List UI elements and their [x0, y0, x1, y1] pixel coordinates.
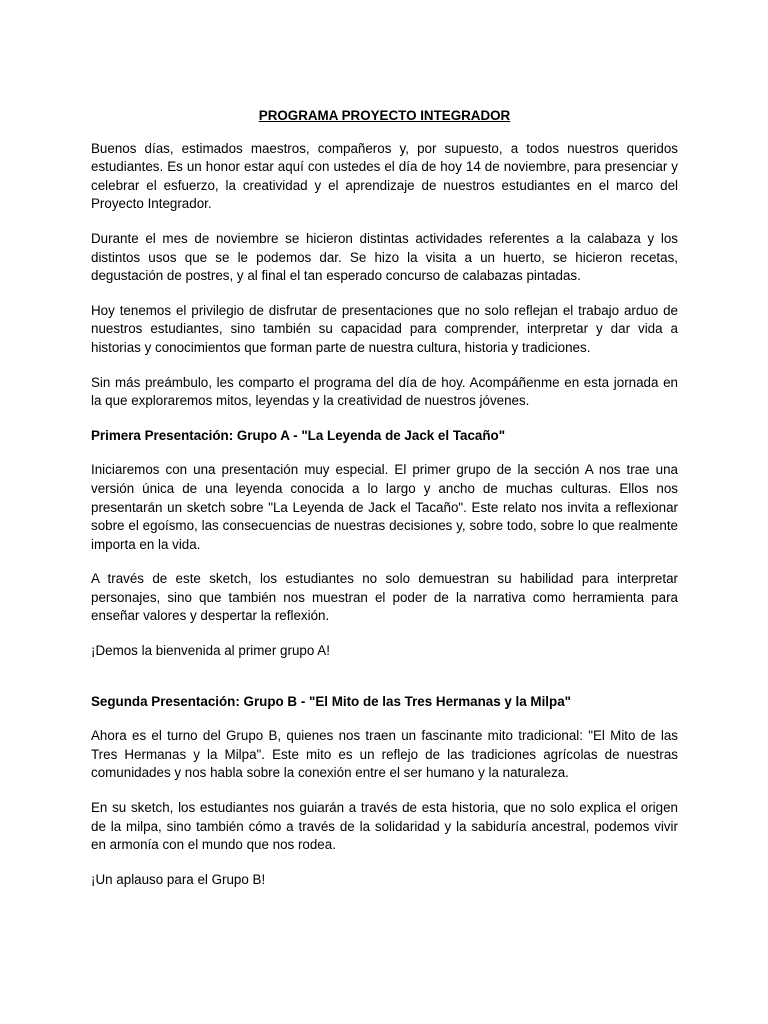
section-heading-group-a: Primera Presentación: Grupo A - "La Leyenda de Jack el Tacaño"	[91, 427, 506, 443]
section-spacer	[91, 677, 678, 693]
document-title: PROGRAMA PROYECTO INTEGRADOR	[258, 108, 511, 123]
intro-paragraph-3: Hoy tenemos el privilegio de disfrutar de presentaciones que no solo reflejan el trabajo arduo de nuestros estudiantes, sino también su capacidad para comprender, interpretar y dar vida a historias y conocimientos que forman parte de nuestra cultura, historia y tradiciones.	[91, 302, 678, 355]
section-b-paragraph-1: Ahora es el turno del Grupo B, quienes nos traen un fascinante mito tradicional: "El Mito de las Tres Hermanas y la Milpa". Este mito es un reflejo de las tradiciones agrícolas de nuestras comunidades y nos habla sobre la conexión entre el ser humano y la naturaleza.	[91, 728, 678, 781]
intro-paragraph-1: Buenos días, estimados maestros, compañeros y, por supuesto, a todos nuestros queridos estudiantes. Es un honor estar aquí con ustedes el día de hoy 14 de noviembre, para presenciar y celebrar el esfuerzo, la creatividad y el aprendizaje de nuestros estudiantes en el marco del Proyecto Integrador.	[91, 140, 678, 212]
intro-paragraph-4: Sin más preámbulo, les comparto el programa del día de hoy. Acompáñenme en esta jornada en la que exploraremos mitos, leyendas y la creatividad de nuestros jóvenes.	[91, 374, 678, 409]
section-b-paragraph-2: En su sketch, los estudiantes nos guiarán a través de esta historia, que no solo explica el origen de la milpa, sino también cómo a través de la solidaridad y la sabiduría ancestral, podemos vivir en armonía con el mundo que nos rodea.	[91, 800, 678, 853]
section-heading-group-b: Segunda Presentación: Grupo B - "El Mito de las Tres Hermanas y la Milpa"	[91, 693, 572, 709]
section-a-paragraph-2: A través de este sketch, los estudiantes no solo demuestran su habilidad para interpretar personajes, sino que también nos muestran el poder de la narrativa como herramienta para enseñar valores y despertar la reflexión.	[91, 571, 678, 624]
intro-paragraph-2: Durante el mes de noviembre se hicieron distintas actividades referentes a la calabaza y los distintos usos que se le podemos dar. Se hizo la visita a un huerto, se hicieron recetas, degustación de postres, y al final el tan esperado concurso de calabazas pintadas.	[91, 230, 678, 284]
section-a-closing: ¡Demos la bienvenida al primer grupo A!	[91, 643, 330, 659]
section-a-paragraph-1: Iniciaremos con una presentación muy especial. El primer grupo de la sección A nos trae una versión única de una leyenda conocida a lo largo y ancho de muchas culturas. Ellos nos presentarán un sketch sobre "La Leyenda de Jack el Tacaño". Este relato nos invita a reflexionar sobre el egoísmo, las consecuencias de nuestras decisiones y, sobre todo, sobre lo que realmente importa en la vida.	[91, 462, 678, 552]
section-b-closing: ¡Un aplauso para el Grupo B!	[91, 871, 266, 887]
document-body	[91, 107, 678, 905]
